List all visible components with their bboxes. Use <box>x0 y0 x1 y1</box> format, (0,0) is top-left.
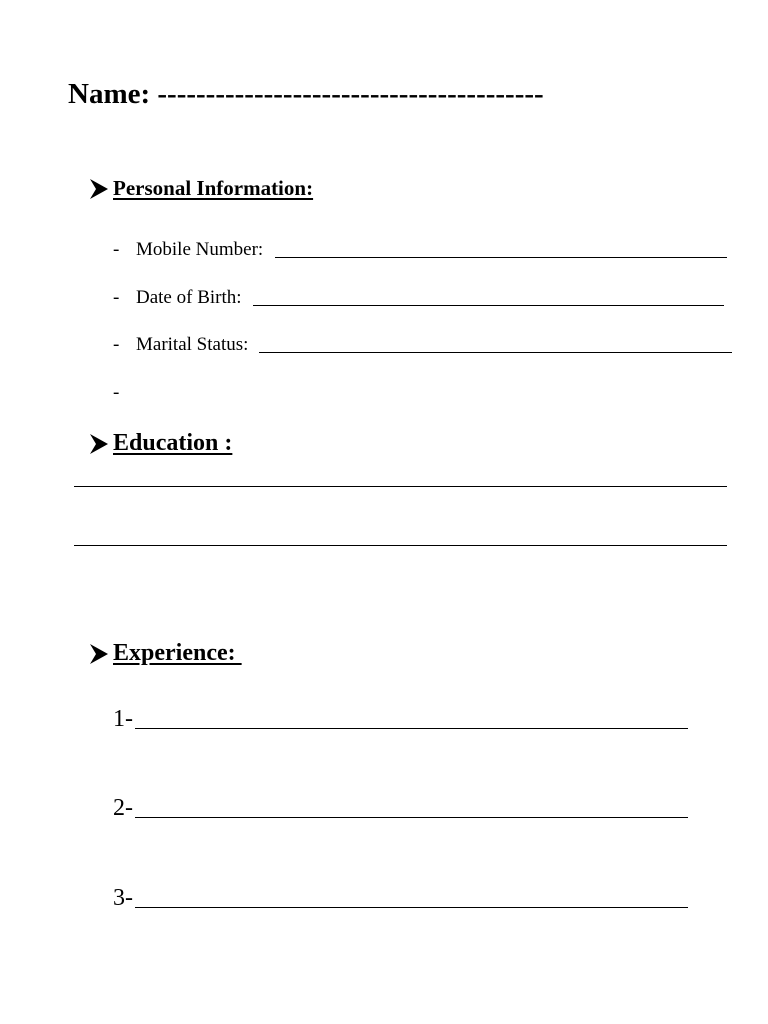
date-of-birth-blank[interactable] <box>253 305 724 306</box>
experience-item-1-blank[interactable] <box>135 728 688 729</box>
experience-label: Experience: <box>113 640 242 666</box>
name-title: Name: ---------------------------------------- <box>68 78 544 110</box>
empty-list-item <box>113 380 136 406</box>
education-heading <box>89 430 232 457</box>
mobile-number-blank[interactable] <box>275 257 727 258</box>
arrowhead-bullet-icon <box>89 178 109 200</box>
education-label: Education : <box>113 430 233 456</box>
marital-status-blank[interactable] <box>259 352 732 353</box>
arrowhead-bullet-icon <box>89 433 109 455</box>
mobile-number-field <box>113 237 263 263</box>
experience-item-1: 1- <box>113 706 133 732</box>
education-line-1[interactable] <box>74 486 727 487</box>
date-of-birth-field <box>113 285 242 311</box>
experience-item-2-blank[interactable] <box>135 817 688 818</box>
list-dash: - <box>113 334 120 355</box>
experience-item-3: 3- <box>113 885 133 911</box>
list-dash: - <box>113 287 120 308</box>
date-of-birth-label: Date of Birth: <box>136 287 242 308</box>
list-dash: - <box>113 382 120 403</box>
education-line-2[interactable] <box>74 545 727 546</box>
experience-heading <box>89 640 242 667</box>
personal-information-heading <box>89 176 313 201</box>
experience-item-3-blank[interactable] <box>135 907 688 908</box>
arrowhead-bullet-icon <box>89 643 109 665</box>
marital-status-field <box>113 332 248 358</box>
marital-status-label: Marital Status: <box>136 334 249 355</box>
experience-item-2: 2- <box>113 795 133 821</box>
personal-information-label: Personal Information: <box>113 176 314 200</box>
mobile-number-label: Mobile Number: <box>136 239 264 260</box>
list-dash: - <box>113 239 120 260</box>
